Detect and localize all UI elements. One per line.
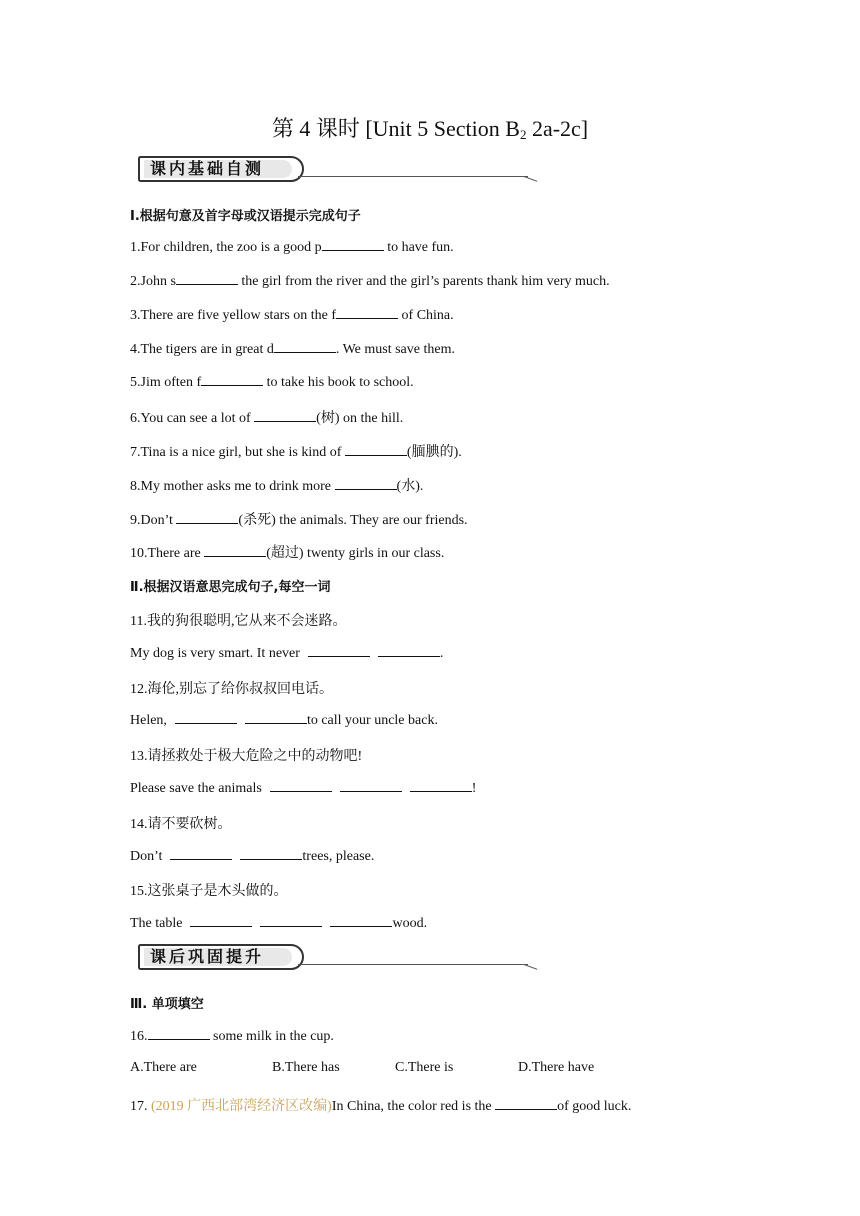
answer-blank[interactable]	[274, 340, 336, 353]
banner-label: 课后巩固提升	[144, 948, 292, 966]
banner-tick	[524, 176, 537, 182]
question-16-options	[130, 1060, 594, 1076]
answer-blank[interactable]	[175, 711, 237, 724]
question-4: 4.The tigers are in great d . We must save them.	[130, 342, 455, 357]
option-c[interactable]: C.There is	[395, 1060, 454, 1075]
question-source: (2019 广西北部湾经济区改编)	[151, 1099, 332, 1114]
option-b[interactable]: B.There has	[272, 1060, 340, 1075]
question-11-chinese: 11.我的狗很聪明,它从来不会迷路。	[130, 614, 347, 629]
question-14: Don’t trees, please.	[130, 849, 375, 864]
banner-pill	[138, 944, 304, 970]
answer-blank[interactable]	[336, 306, 398, 319]
answer-blank[interactable]	[204, 544, 266, 557]
question-13: Please save the animals !	[130, 781, 477, 796]
question-12-chinese: 12.海伦,别忘了给你叔叔回电话。	[130, 682, 333, 697]
question-10: 10.There are (超过) twenty girls in our class.	[130, 546, 445, 561]
answer-blank[interactable]	[254, 409, 316, 422]
answer-blank[interactable]	[322, 238, 384, 251]
answer-blank[interactable]	[270, 779, 332, 792]
title-tail: 2a-2c]	[526, 116, 589, 141]
answer-blank[interactable]	[245, 711, 307, 724]
section-1-heading: Ⅰ.根据句意及首字母或汉语提示完成句子	[130, 209, 361, 224]
question-6: 6.You can see a lot of (树) on the hill.	[130, 411, 404, 426]
title-subscript: 2	[519, 127, 527, 142]
option-d[interactable]: D.There have	[518, 1060, 595, 1075]
question-7: 7.Tina is a nice girl, but she is kind of (腼腆的).	[130, 445, 462, 460]
banner-after-class	[138, 942, 538, 976]
option-a[interactable]: A.There are	[130, 1060, 197, 1075]
answer-blank[interactable]	[308, 644, 370, 657]
question-9: 9.Don’t (杀死) the animals. They are our friends.	[130, 513, 468, 528]
question-15-chinese: 15.这张桌子是木头做的。	[130, 884, 288, 899]
banner-label: 课内基础自测	[144, 160, 292, 178]
answer-blank[interactable]	[190, 914, 252, 927]
banner-in-class-test	[138, 154, 538, 188]
page-title	[0, 112, 860, 143]
title-main: 第 4 课时 [Unit 5 Section B	[271, 116, 520, 141]
question-13-chinese: 13.请拯救处于极大危险之中的动物吧!	[130, 749, 363, 764]
answer-blank[interactable]	[148, 1027, 210, 1040]
question-1: 1.For children, the zoo is a good p to have fun.	[130, 240, 454, 255]
answer-blank[interactable]	[330, 914, 392, 927]
section-2-heading: Ⅱ.根据汉语意思完成句子,每空一词	[130, 580, 331, 595]
answer-blank[interactable]	[378, 644, 440, 657]
question-3: 3.There are five yellow stars on the f of China.	[130, 308, 454, 323]
answer-blank[interactable]	[176, 511, 238, 524]
answer-blank[interactable]	[170, 847, 232, 860]
answer-blank[interactable]	[495, 1097, 557, 1110]
banner-tick	[524, 964, 537, 970]
answer-blank[interactable]	[240, 847, 302, 860]
question-2: 2.John s the girl from the river and the girl’s parents thank him very much.	[130, 274, 610, 289]
question-5: 5.Jim often f to take his book to school.	[130, 375, 414, 390]
answer-blank[interactable]	[345, 443, 407, 456]
question-16: 16. some milk in the cup.	[130, 1029, 334, 1044]
question-8: 8.My mother asks me to drink more (水).	[130, 479, 424, 494]
answer-blank[interactable]	[260, 914, 322, 927]
answer-blank[interactable]	[201, 373, 263, 386]
answer-blank[interactable]	[176, 272, 238, 285]
answer-blank[interactable]	[335, 477, 397, 490]
banner-pill	[138, 156, 304, 182]
question-17: 17. (2019 广西北部湾经济区改编)In China, the color red is the of good luck.	[130, 1099, 632, 1114]
banner-rule	[298, 176, 528, 177]
answer-blank[interactable]	[410, 779, 472, 792]
question-15: The table wood.	[130, 916, 428, 931]
question-12: Helen, to call your uncle back.	[130, 713, 438, 728]
question-11: My dog is very smart. It never .	[130, 646, 444, 661]
question-14-chinese: 14.请不要砍树。	[130, 817, 232, 832]
banner-rule	[298, 964, 528, 965]
section-3-heading: Ⅲ. 单项填空	[130, 997, 204, 1012]
answer-blank[interactable]	[340, 779, 402, 792]
